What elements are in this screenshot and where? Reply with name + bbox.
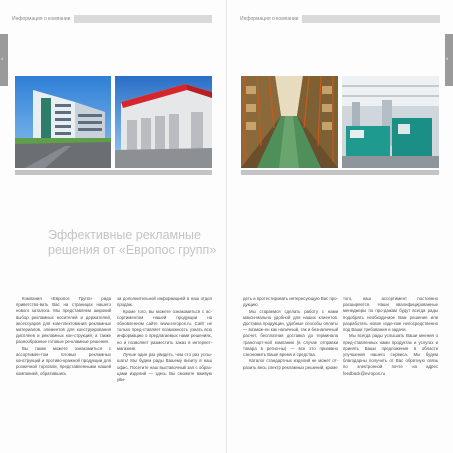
- page-spine: [226, 0, 227, 453]
- paragraph: деть и протестировать интересующую Вас про-дукцию.: [243, 296, 338, 308]
- paragraph: за дополнительной информацией в наш отдел продаж.: [117, 296, 212, 308]
- right-header: [240, 14, 440, 23]
- left-photo-band: [15, 170, 212, 175]
- text-column-1: [16, 296, 111, 377]
- section-heading: Эффективные рекламные решения от «Европос групп»: [48, 228, 217, 257]
- warehouse-interior-photo: [241, 76, 338, 168]
- warehouse-exterior-photo: [115, 76, 212, 168]
- text-column-3: [243, 296, 338, 371]
- paragraph: Мы стараемся сделать работу с нами макси-мально удобной для наших клиентов. Доставка продукции, удобные способы оплаты — возмож-ен как наличный, так и безналичный расчет, бесплатная доставка до терминала транспорт-ной компании (в случае отправки товара в регио-ны) — все это призвано сэкономить Ваше время и средства.: [243, 308, 338, 358]
- left-header-label: Информация о компании: [12, 15, 71, 22]
- left-edge-tab: [0, 34, 8, 86]
- left-header-bar: [74, 15, 212, 23]
- paragraph: Вы также можете ознакомиться с ассортимен-том готовых рекламных конструкций и противо-кражной продукции для розничной торговли, представленными нашей компанией, обратившись: [16, 345, 111, 376]
- right-page: [227, 0, 453, 453]
- paragraph: Компания «Европос Групп» рада приветство-вать Вас на страницах нашего нового каталога. Мы представляем широкий выбор рекламных носителей и держателей, аксессуаров для ком-плектования рекламных материалов, элементов для конструирования дисплеев и рекламных кон-струкций, а также разнообразные готовые ре-кламные решения.: [16, 296, 111, 345]
- paragraph: Лучше один раз увидеть, чем сто раз услы-шать! Мы будем рады Вашему визиту в наш офис. Посетите наш выставочный зал с образ-цами изделий — здесь Вы сможете вживую уви-: [117, 352, 212, 383]
- right-header-label: Информация о компании: [240, 15, 299, 22]
- left-page: [0, 0, 226, 453]
- right-header-bar: [302, 15, 440, 23]
- paragraph: того, наш ассортимент постоянно расширяется. Наши квалифицированные менеджеры по про-дажам будут всегда рады подобрать необходи-мое Вам решение или разработать новое изде-лие непосредственно под Ваши требования и задачи.: [343, 296, 438, 333]
- paragraph: Кроме того, вы можете ознакомиться с ас-сортиментом нашей продукции на обновленном сайте www.evropos.ru. Сайт не только пред-ставляет возможность узнать всю информацию о предлагаемых нами решениях, но и позволяет разместить заказ в интернет-магазине.: [117, 308, 212, 351]
- right-page-number: 5: [446, 56, 449, 61]
- text-column-4: [343, 296, 438, 377]
- paragraph: Каталог стандартных изделий не может от-разить весь спектр рекламных решений, кроме: [243, 358, 338, 370]
- paragraph: Мы всегда рады услышать Ваши мнения о пред-ставленных нами продуктах и услугах и принять Ваши предложения в области улучшения нашего сервиса. Мы будем благодарны получить от Вас обратную связь по электронной почте на адрес feedback@evropos.ru: [343, 333, 438, 376]
- right-edge-tab: [445, 34, 453, 86]
- office-building-photo: [15, 76, 111, 168]
- right-photo-band: [241, 170, 439, 175]
- left-page-number: 4: [1, 56, 4, 61]
- left-header: [12, 14, 212, 23]
- production-machinery-photo: [342, 76, 439, 168]
- text-column-2: [117, 296, 212, 383]
